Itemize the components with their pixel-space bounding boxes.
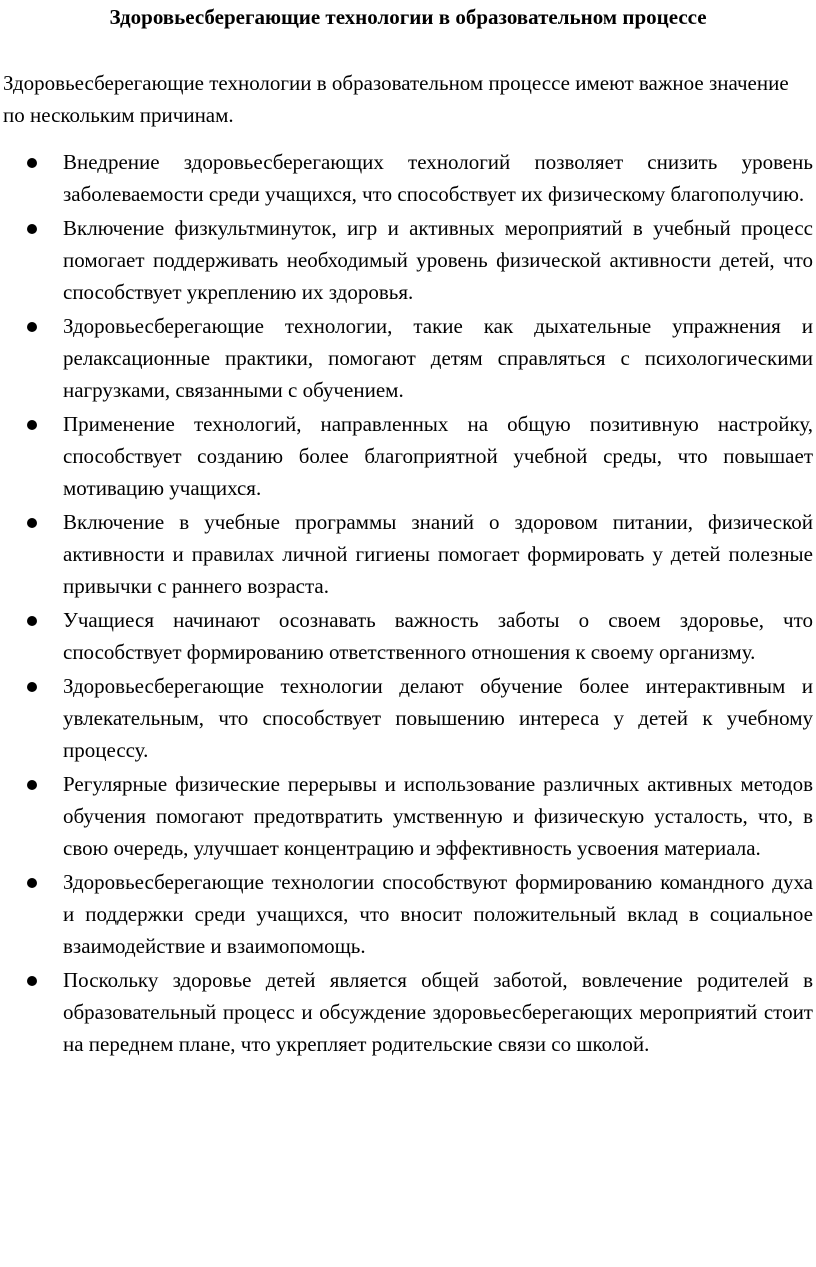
list-item-text: Регулярные физические перерывы и использование различных активных методов обучения помогают предотвратить умственную и физическую усталость, что, в свою очередь, улучшает концентрацию и эффективность усвоения материала. [63,772,813,860]
list-item [0,212,816,308]
bullet-icon [27,158,37,168]
list-item-text: Здоровьесберегающие технологии делают обучение более интерактивным и увлекательным, что способствует повышению интереса у детей к учебному процессу. [63,674,813,762]
list-item [0,768,816,864]
list-item-text: Включение физкультминуток, игр и активных мероприятий в учебный процесс помогает поддерживать необходимый уровень физической активности детей, что способствует укреплению их здоровья. [63,216,813,304]
list-item-text: Поскольку здоровье детей является общей заботой, вовлечение родителей в образовательный процесс и обсуждение здоровьесберегающих мероприятий стоит на переднем плане, что укрепляет родительские связи со школой. [63,968,813,1056]
list-item [0,604,816,668]
list-item-text: Здоровьесберегающие технологии, такие как дыхательные упражнения и релаксационные практики, помогают детям справляться с психологическими нагрузками, связанными с обучением. [63,314,813,402]
list-item-text: Здоровьесберегающие технологии способствуют формированию командного духа и поддержки среди учащихся, что вносит положительный вклад в социальное взаимодействие и взаимопомощь. [63,870,813,958]
list-item [0,310,816,406]
bullet-icon [27,224,37,234]
bullet-icon [27,616,37,626]
bullet-icon [27,878,37,888]
list-item [0,146,816,210]
document-title: Здоровьесберегающие технологии в образовательном процессе [109,5,707,29]
list-item [0,866,816,962]
list-item [0,408,816,504]
list-item [0,506,816,602]
list-item-text: Учащиеся начинают осознавать важность заботы о своем здоровье, что способствует формированию ответственного отношения к своему организму. [63,608,813,664]
bullet-list [0,146,816,1062]
bullet-icon [27,420,37,430]
bullet-icon [27,682,37,692]
intro-paragraph: Здоровьесберегающие технологии в образовательном процессе имеют важное значение по нескольким причинам. [3,71,789,127]
bullet-icon [27,518,37,528]
bullet-icon [27,976,37,986]
list-item [0,670,816,766]
list-item-text: Применение технологий, направленных на общую позитивную настройку, способствует созданию более благоприятной учебной среды, что повышает мотивацию учащихся. [63,412,813,500]
bullet-icon [27,780,37,790]
list-item-text: Включение в учебные программы знаний о здоровом питании, физической активности и правилах личной гигиены помогает формировать у детей полезные привычки с раннего возраста. [63,510,813,598]
list-item-text: Внедрение здоровьесберегающих технологий позволяет снизить уровень заболеваемости среди учащихся, что способствует их физическому благополучию. [63,150,813,206]
list-item [0,964,816,1060]
bullet-icon [27,322,37,332]
